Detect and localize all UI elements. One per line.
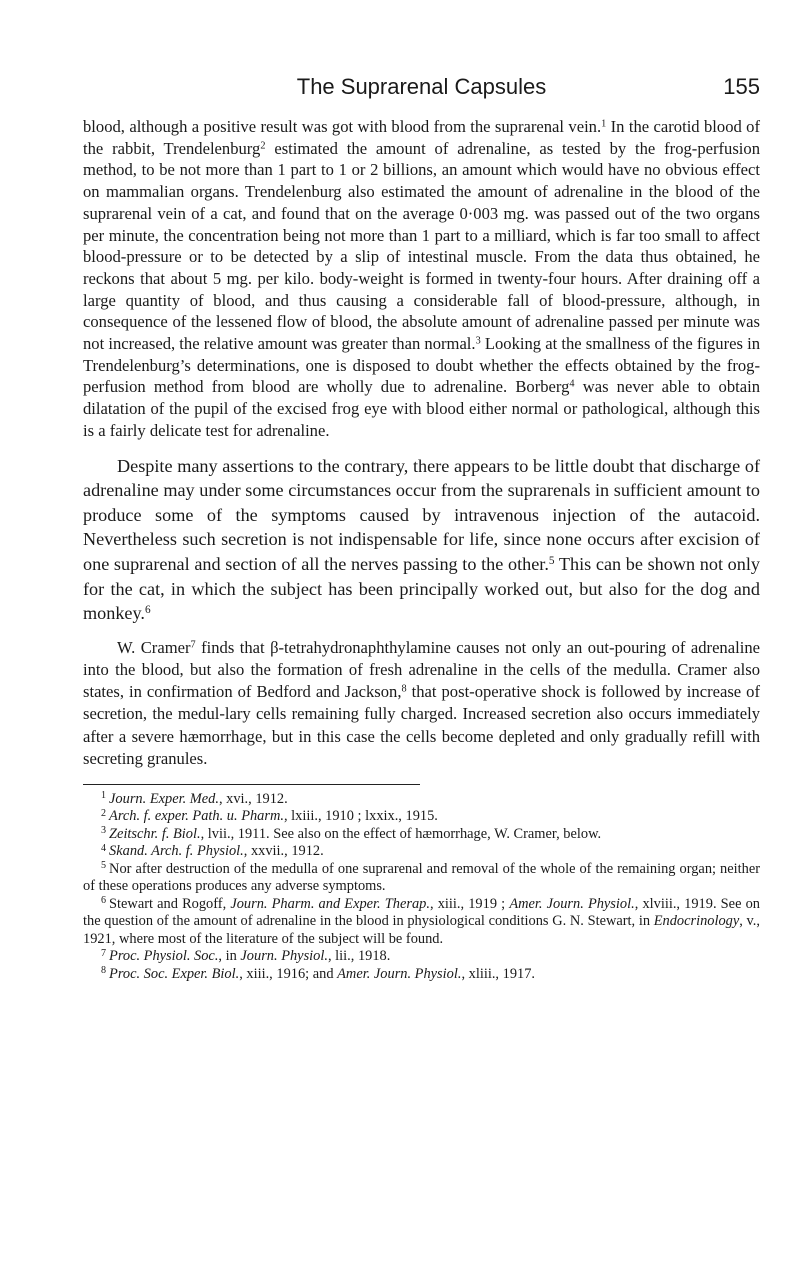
footnote-text: , xxvii., 1912.: [243, 843, 324, 860]
footnote-number: 4: [101, 842, 107, 854]
footnote-5: [83, 861, 760, 896]
footnote-2: [83, 808, 760, 826]
footnote-text: , v., 1921, where most of the literature of the subject will be found.: [83, 913, 760, 947]
footnote-number: 2: [101, 807, 107, 819]
paragraph-text: W. Cramer: [117, 637, 191, 657]
paragraph-text: that post-operative shock is followed by increase of secretion, the medul-lary cells remaining fully charged. Increased secretion also occurs immediately after a severe hæmorrhage, but in this case the cells become depleted and only gradually refill with secreting granules.: [83, 682, 760, 768]
journal-ref: Arch. f. exper. Path. u. Pharm.: [109, 808, 284, 825]
page-header: [83, 68, 760, 108]
footnote-8: [83, 966, 760, 984]
footnote-ref: 5: [548, 554, 555, 567]
paragraph-text: estimated the amount of adrenaline, as tested by the frog-perfusion method, to be not more than 1 part to 1 or 2 billions, an amount which would have no obvious effect on mammalian organs. Trendelenburg also estimated the amount of adrenaline in the blood of the suprarenal vein of a cat, and found that on the average 0·003 mg. was passed out of the two organs per minute, the concentration being not more than 1 part to a milliard, which is far too small to affect blood-pressure or to be detected by a slip of intestinal muscle. From the data thus obtained, he reckons that about 5 mg. per kilo. body-weight is formed in twenty-four hours. After draining off a large quantity of blood, and thus causing a considerable fall of blood-pressure, although, in consequence of the lessened flow of blood, the absolute amount of adrenaline passed per minute was not increased, the relative amount was greater than normal.: [83, 138, 760, 354]
book-page: [83, 68, 760, 983]
footnote-7: [83, 948, 760, 966]
body-text: [83, 116, 760, 770]
footnote-number: 1: [101, 790, 107, 802]
journal-ref: Skand. Arch. f. Physiol.: [109, 843, 244, 860]
footnote-ref: 2: [260, 140, 266, 152]
footnote-ref: 3: [475, 335, 481, 347]
footnote-ref: 4: [569, 378, 575, 390]
paragraph-text: This can be shown not only for the cat, in which the subject has been principally worked out, but also for the dog and monkey.: [83, 553, 760, 624]
journal-ref: Journ. Pharm. and Exper. Therap.: [230, 895, 430, 912]
footnote-ref: 7: [190, 639, 196, 651]
footnote-number: 5: [101, 860, 107, 872]
journal-ref: Amer. Journ. Physiol.: [509, 895, 635, 912]
footnote-1: [83, 791, 760, 809]
footnote-3: [83, 826, 760, 844]
footnote-6: [83, 896, 760, 949]
footnote-number: 3: [101, 825, 107, 837]
footnote-ref: 8: [401, 683, 407, 695]
footnote-text: , lxiii., 1910 ; lxxix., 1915.: [283, 808, 438, 825]
journal-ref: Journ. Exper. Med.: [109, 790, 219, 807]
page-number: 155: [723, 74, 760, 99]
footnotes: [83, 791, 760, 984]
journal-ref: Endocrinology: [653, 913, 740, 930]
journal-ref: Zeitschr. f. Biol.: [109, 825, 201, 842]
journal-ref: Proc. Physiol. Soc.: [109, 948, 219, 965]
footnote-text: , lii., 1918.: [327, 948, 391, 965]
paragraph-text: was never able to obtain dilatation of the pupil of the excised frog eye with blood either normal or pathological, although this is a fairly delicate test for adrenaline.: [83, 377, 761, 440]
paragraph-text: finds that β-tetrahydronaphthylamine causes not only an out-pouring of adrenaline into the blood, but also the formation of fresh adrenaline in the cells of the medulla. Cramer also states, in confirmation of Bedford and Jackson,: [83, 637, 760, 702]
footnote-text: , in: [218, 948, 241, 965]
footnote-text: , xiii., 1919 ;: [429, 895, 510, 912]
footnote-text: , xliii., 1917.: [461, 965, 536, 982]
paragraph-3: [83, 637, 760, 770]
footnote-text: , lvii., 1911. See also on the effect of hæmorrhage, W. Cramer, below.: [200, 825, 602, 842]
footnote-ref: 1: [601, 118, 607, 130]
paragraph-2: [83, 454, 760, 626]
footnote-4: [83, 843, 760, 861]
footnote-number: 7: [101, 947, 107, 959]
footnote-text: Nor after destruction of the medulla of one suprarenal and removal of the whole of the remaining organ; neither of these operations produces any adverse symptoms.: [83, 860, 760, 895]
footnote-text: , xlviii., 1919. See on the question of the amount of adrenaline in the blood in physiological conditions G. N. Stewart, in: [83, 895, 760, 930]
footnote-text: , xvi., 1912.: [218, 790, 288, 807]
footnote-divider: [83, 784, 420, 785]
paragraph-1: [83, 116, 760, 442]
footnote-number: 8: [101, 965, 107, 977]
paragraph-text: Looking at the smallness of the figures in Trendelenburg’s determinations, one is disposed to doubt whether the effects obtained by the frog-perfusion method from blood are wholly due to adrenaline. Borberg: [83, 334, 761, 397]
footnote-text: Stewart and Rogoff,: [109, 895, 231, 912]
running-title: The Suprarenal Capsules: [296, 74, 547, 99]
footnote-number: 6: [101, 895, 107, 907]
paragraph-text: blood, although a positive result was got with blood from the suprarenal vein.: [83, 117, 602, 136]
journal-ref: Journ. Physiol.: [240, 948, 328, 965]
journal-ref: Amer. Journ. Physiol.: [337, 965, 462, 982]
paragraph-text: In the carotid blood of the rabbit, Trendelenburg: [83, 117, 760, 158]
footnote-text: , xiii., 1916; and: [239, 965, 338, 982]
footnote-ref: 6: [144, 603, 151, 616]
paragraph-text: Despite many assertions to the contrary, there appears to be little doubt that discharge of adrenaline may under some circumstances occur from the suprarenals in sufficient amount to produce some of the symptoms caused by intravenous injection of the autacoid. Nevertheless such secretion is not indispensable for life, since none occurs after excision of one suprarenal and section of all the nerves passing to the other.: [83, 455, 760, 574]
journal-ref: Proc. Soc. Exper. Biol.: [109, 965, 240, 982]
